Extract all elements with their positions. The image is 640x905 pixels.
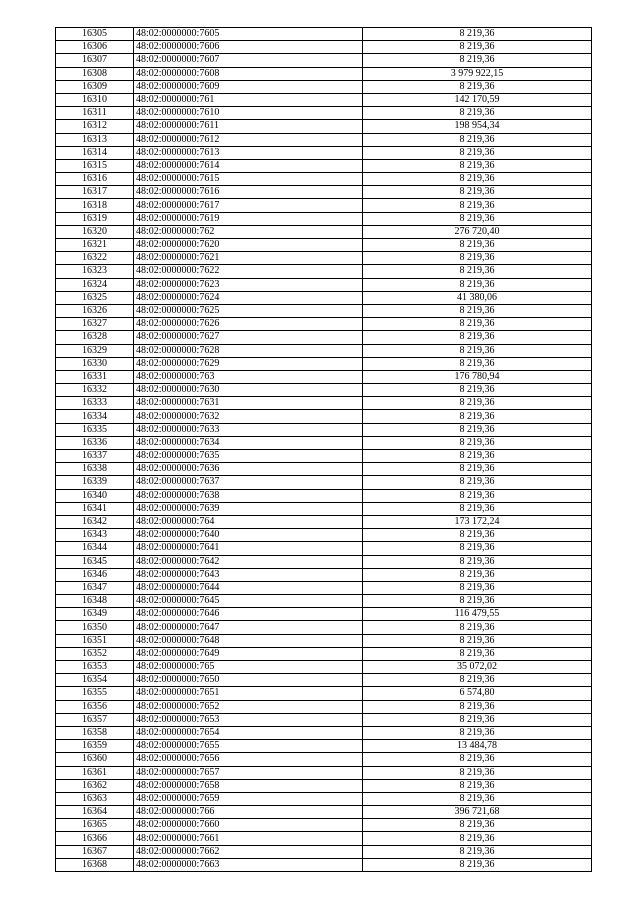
row-number-cell: 16366 xyxy=(56,832,134,845)
table-row xyxy=(56,647,592,660)
table-row xyxy=(56,199,592,212)
cadastral-number-cell: 48:02:0000000:7657 xyxy=(134,766,363,779)
cadastral-number-cell: 48:02:0000000:765 xyxy=(134,661,363,674)
cadastral-number-cell: 48:02:0000000:7639 xyxy=(134,502,363,515)
value-cell: 8 219,36 xyxy=(363,331,592,344)
cadastral-number-cell: 48:02:0000000:7629 xyxy=(134,357,363,370)
table-row xyxy=(56,67,592,80)
row-number-cell: 16314 xyxy=(56,146,134,159)
row-number-cell: 16311 xyxy=(56,107,134,120)
cadastral-number-cell: 48:02:0000000:7636 xyxy=(134,463,363,476)
row-number-cell: 16365 xyxy=(56,819,134,832)
cadastral-number-cell: 48:02:0000000:7650 xyxy=(134,674,363,687)
value-cell: 8 219,36 xyxy=(363,199,592,212)
row-number-cell: 16327 xyxy=(56,318,134,331)
cadastral-number-cell: 48:02:0000000:763 xyxy=(134,370,363,383)
row-number-cell: 16357 xyxy=(56,713,134,726)
table-row xyxy=(56,502,592,515)
row-number-cell: 16338 xyxy=(56,463,134,476)
value-cell: 8 219,36 xyxy=(363,634,592,647)
cadastral-number-cell: 48:02:0000000:7616 xyxy=(134,186,363,199)
value-cell: 8 219,36 xyxy=(363,713,592,726)
table-row xyxy=(56,463,592,476)
table-row xyxy=(56,28,592,41)
row-number-cell: 16353 xyxy=(56,661,134,674)
row-number-cell: 16330 xyxy=(56,357,134,370)
value-cell: 8 219,36 xyxy=(363,529,592,542)
cadastral-number-cell: 48:02:0000000:764 xyxy=(134,515,363,528)
cadastral-number-cell: 48:02:0000000:7622 xyxy=(134,265,363,278)
table-row xyxy=(56,476,592,489)
table-row xyxy=(56,832,592,845)
table-row xyxy=(56,608,592,621)
cadastral-number-cell: 48:02:0000000:7626 xyxy=(134,318,363,331)
table-row xyxy=(56,555,592,568)
table-row xyxy=(56,713,592,726)
row-number-cell: 16345 xyxy=(56,555,134,568)
cadastral-number-cell: 48:02:0000000:7663 xyxy=(134,858,363,871)
table-row xyxy=(56,515,592,528)
cadastral-number-cell: 48:02:0000000:7648 xyxy=(134,634,363,647)
row-number-cell: 16342 xyxy=(56,515,134,528)
value-cell: 8 219,36 xyxy=(363,450,592,463)
cadastral-number-cell: 48:02:0000000:7628 xyxy=(134,344,363,357)
row-number-cell: 16325 xyxy=(56,291,134,304)
value-cell: 8 219,36 xyxy=(363,463,592,476)
table-row xyxy=(56,595,592,608)
table-row xyxy=(56,225,592,238)
row-number-cell: 16362 xyxy=(56,779,134,792)
row-number-cell: 16326 xyxy=(56,304,134,317)
value-cell: 8 219,36 xyxy=(363,212,592,225)
row-number-cell: 16364 xyxy=(56,806,134,819)
table-row xyxy=(56,212,592,225)
row-number-cell: 16355 xyxy=(56,687,134,700)
row-number-cell: 16305 xyxy=(56,28,134,41)
value-cell: 8 219,36 xyxy=(363,568,592,581)
value-cell: 8 219,36 xyxy=(363,595,592,608)
row-number-cell: 16351 xyxy=(56,634,134,647)
row-number-cell: 16310 xyxy=(56,93,134,106)
row-number-cell: 16358 xyxy=(56,726,134,739)
row-number-cell: 16340 xyxy=(56,489,134,502)
cadastral-number-cell: 48:02:0000000:7614 xyxy=(134,159,363,172)
cadastral-number-cell: 48:02:0000000:7606 xyxy=(134,41,363,54)
row-number-cell: 16322 xyxy=(56,252,134,265)
cadastral-number-cell: 48:02:0000000:7652 xyxy=(134,700,363,713)
cadastral-number-cell: 48:02:0000000:7649 xyxy=(134,647,363,660)
row-number-cell: 16367 xyxy=(56,845,134,858)
value-cell: 8 219,36 xyxy=(363,54,592,67)
value-cell: 396 721,68 xyxy=(363,806,592,819)
row-number-cell: 16324 xyxy=(56,278,134,291)
table-row xyxy=(56,239,592,252)
cadastral-number-cell: 48:02:0000000:7624 xyxy=(134,291,363,304)
value-cell: 8 219,36 xyxy=(363,674,592,687)
cadastral-number-cell: 48:02:0000000:7632 xyxy=(134,410,363,423)
cadastral-number-cell: 48:02:0000000:7645 xyxy=(134,595,363,608)
value-cell: 8 219,36 xyxy=(363,80,592,93)
value-cell: 8 219,36 xyxy=(363,278,592,291)
cadastral-number-cell: 48:02:0000000:7611 xyxy=(134,120,363,133)
value-cell: 41 380,06 xyxy=(363,291,592,304)
value-cell: 8 219,36 xyxy=(363,502,592,515)
cadastral-number-cell: 48:02:0000000:7610 xyxy=(134,107,363,120)
value-cell: 173 172,24 xyxy=(363,515,592,528)
cadastral-number-cell: 48:02:0000000:7625 xyxy=(134,304,363,317)
value-cell: 8 219,36 xyxy=(363,410,592,423)
row-number-cell: 16363 xyxy=(56,792,134,805)
table-row xyxy=(56,159,592,172)
table-row xyxy=(56,278,592,291)
value-cell: 8 219,36 xyxy=(363,133,592,146)
row-number-cell: 16333 xyxy=(56,397,134,410)
table-row xyxy=(56,858,592,871)
row-number-cell: 16320 xyxy=(56,225,134,238)
cadastral-number-cell: 48:02:0000000:761 xyxy=(134,93,363,106)
value-cell: 176 780,94 xyxy=(363,370,592,383)
table-row xyxy=(56,186,592,199)
cadastral-number-cell: 48:02:0000000:7620 xyxy=(134,239,363,252)
table-row xyxy=(56,252,592,265)
value-cell: 8 219,36 xyxy=(363,542,592,555)
row-number-cell: 16360 xyxy=(56,753,134,766)
table-row xyxy=(56,318,592,331)
table-row xyxy=(56,265,592,278)
table-row xyxy=(56,80,592,93)
cadastral-number-cell: 48:02:0000000:7646 xyxy=(134,608,363,621)
table-row xyxy=(56,41,592,54)
table-row xyxy=(56,568,592,581)
table-row xyxy=(56,410,592,423)
cadastral-number-cell: 48:02:0000000:7633 xyxy=(134,423,363,436)
table-row xyxy=(56,436,592,449)
row-number-cell: 16335 xyxy=(56,423,134,436)
value-cell: 8 219,36 xyxy=(363,476,592,489)
cadastral-number-cell: 48:02:0000000:7651 xyxy=(134,687,363,700)
value-cell: 198 954,34 xyxy=(363,120,592,133)
table-row xyxy=(56,792,592,805)
row-number-cell: 16313 xyxy=(56,133,134,146)
cadastral-number-cell: 48:02:0000000:7653 xyxy=(134,713,363,726)
cadastral-number-cell: 48:02:0000000:7631 xyxy=(134,397,363,410)
value-cell: 8 219,36 xyxy=(363,766,592,779)
value-cell: 8 219,36 xyxy=(363,397,592,410)
value-cell: 8 219,36 xyxy=(363,436,592,449)
row-number-cell: 16356 xyxy=(56,700,134,713)
row-number-cell: 16346 xyxy=(56,568,134,581)
cadastral-number-cell: 48:02:0000000:7644 xyxy=(134,581,363,594)
value-cell: 8 219,36 xyxy=(363,647,592,660)
value-cell: 8 219,36 xyxy=(363,252,592,265)
value-cell: 8 219,36 xyxy=(363,146,592,159)
cadastral-number-cell: 48:02:0000000:7609 xyxy=(134,80,363,93)
value-cell: 8 219,36 xyxy=(363,239,592,252)
value-cell: 35 072,02 xyxy=(363,661,592,674)
row-number-cell: 16359 xyxy=(56,740,134,753)
cadastral-number-cell: 48:02:0000000:7635 xyxy=(134,450,363,463)
cadastral-number-cell: 48:02:0000000:766 xyxy=(134,806,363,819)
row-number-cell: 16347 xyxy=(56,581,134,594)
value-cell: 8 219,36 xyxy=(363,344,592,357)
row-number-cell: 16321 xyxy=(56,239,134,252)
row-number-cell: 16368 xyxy=(56,858,134,871)
cadastral-number-cell: 48:02:0000000:7619 xyxy=(134,212,363,225)
cadastral-number-cell: 48:02:0000000:7642 xyxy=(134,555,363,568)
row-number-cell: 16352 xyxy=(56,647,134,660)
cadastral-number-cell: 48:02:0000000:7638 xyxy=(134,489,363,502)
value-cell: 8 219,36 xyxy=(363,489,592,502)
table-row xyxy=(56,357,592,370)
row-number-cell: 16306 xyxy=(56,41,134,54)
table-row xyxy=(56,331,592,344)
value-cell: 8 219,36 xyxy=(363,423,592,436)
value-cell: 8 219,36 xyxy=(363,845,592,858)
table-row xyxy=(56,384,592,397)
cadastral-number-cell: 48:02:0000000:7658 xyxy=(134,779,363,792)
table-row xyxy=(56,146,592,159)
row-number-cell: 16336 xyxy=(56,436,134,449)
row-number-cell: 16341 xyxy=(56,502,134,515)
table-row xyxy=(56,779,592,792)
row-number-cell: 16344 xyxy=(56,542,134,555)
table-row xyxy=(56,621,592,634)
row-number-cell: 16334 xyxy=(56,410,134,423)
cadastral-number-cell: 48:02:0000000:7637 xyxy=(134,476,363,489)
cadastral-number-cell: 48:02:0000000:7641 xyxy=(134,542,363,555)
cadastral-number-cell: 48:02:0000000:7655 xyxy=(134,740,363,753)
row-number-cell: 16348 xyxy=(56,595,134,608)
value-cell: 8 219,36 xyxy=(363,858,592,871)
value-cell: 13 484,78 xyxy=(363,740,592,753)
table-row xyxy=(56,726,592,739)
row-number-cell: 16309 xyxy=(56,80,134,93)
value-cell: 8 219,36 xyxy=(363,357,592,370)
table-row xyxy=(56,529,592,542)
table-row xyxy=(56,397,592,410)
value-cell: 8 219,36 xyxy=(363,318,592,331)
row-number-cell: 16319 xyxy=(56,212,134,225)
cadastral-number-cell: 48:02:0000000:7660 xyxy=(134,819,363,832)
cadastral-number-cell: 48:02:0000000:7662 xyxy=(134,845,363,858)
row-number-cell: 16361 xyxy=(56,766,134,779)
value-cell: 8 219,36 xyxy=(363,832,592,845)
cadastral-number-cell: 48:02:0000000:7605 xyxy=(134,28,363,41)
value-cell: 8 219,36 xyxy=(363,726,592,739)
cadastral-number-cell: 48:02:0000000:7612 xyxy=(134,133,363,146)
cadastral-number-cell: 48:02:0000000:7659 xyxy=(134,792,363,805)
row-number-cell: 16339 xyxy=(56,476,134,489)
table-row xyxy=(56,845,592,858)
table-row xyxy=(56,54,592,67)
row-number-cell: 16317 xyxy=(56,186,134,199)
cadastral-number-cell: 48:02:0000000:7627 xyxy=(134,331,363,344)
table-row xyxy=(56,107,592,120)
value-cell: 8 219,36 xyxy=(363,159,592,172)
table-row xyxy=(56,740,592,753)
value-cell: 142 170,59 xyxy=(363,93,592,106)
table-row xyxy=(56,93,592,106)
value-cell: 8 219,36 xyxy=(363,792,592,805)
cadastral-number-cell: 48:02:0000000:7623 xyxy=(134,278,363,291)
cadastral-number-cell: 48:02:0000000:7607 xyxy=(134,54,363,67)
table-row xyxy=(56,581,592,594)
row-number-cell: 16316 xyxy=(56,173,134,186)
row-number-cell: 16318 xyxy=(56,199,134,212)
row-number-cell: 16332 xyxy=(56,384,134,397)
row-number-cell: 16307 xyxy=(56,54,134,67)
value-cell: 8 219,36 xyxy=(363,186,592,199)
row-number-cell: 16343 xyxy=(56,529,134,542)
row-number-cell: 16328 xyxy=(56,331,134,344)
cadastral-number-cell: 48:02:0000000:7643 xyxy=(134,568,363,581)
value-cell: 8 219,36 xyxy=(363,304,592,317)
value-cell: 8 219,36 xyxy=(363,107,592,120)
row-number-cell: 16349 xyxy=(56,608,134,621)
row-number-cell: 16323 xyxy=(56,265,134,278)
table-row xyxy=(56,423,592,436)
value-cell: 8 219,36 xyxy=(363,384,592,397)
table-row xyxy=(56,120,592,133)
cadastral-number-cell: 48:02:0000000:7617 xyxy=(134,199,363,212)
table-row xyxy=(56,687,592,700)
value-cell: 8 219,36 xyxy=(363,700,592,713)
cadastral-number-cell: 48:02:0000000:7608 xyxy=(134,67,363,80)
cadastral-number-cell: 48:02:0000000:7656 xyxy=(134,753,363,766)
table-row xyxy=(56,304,592,317)
cadastral-number-cell: 48:02:0000000:7613 xyxy=(134,146,363,159)
value-cell: 8 219,36 xyxy=(363,41,592,54)
cadastral-number-cell: 48:02:0000000:7640 xyxy=(134,529,363,542)
row-number-cell: 16331 xyxy=(56,370,134,383)
cadastral-value-table xyxy=(55,27,592,872)
table-row xyxy=(56,753,592,766)
table-row xyxy=(56,489,592,502)
table-row xyxy=(56,370,592,383)
row-number-cell: 16337 xyxy=(56,450,134,463)
row-number-cell: 16315 xyxy=(56,159,134,172)
value-cell: 276 720,40 xyxy=(363,225,592,238)
cadastral-number-cell: 48:02:0000000:7661 xyxy=(134,832,363,845)
value-cell: 8 219,36 xyxy=(363,819,592,832)
value-cell: 8 219,36 xyxy=(363,779,592,792)
row-number-cell: 16354 xyxy=(56,674,134,687)
value-cell: 8 219,36 xyxy=(363,753,592,766)
table-row xyxy=(56,291,592,304)
value-cell: 8 219,36 xyxy=(363,621,592,634)
value-cell: 6 574,80 xyxy=(363,687,592,700)
value-cell: 8 219,36 xyxy=(363,173,592,186)
cadastral-number-cell: 48:02:0000000:7647 xyxy=(134,621,363,634)
cadastral-number-cell: 48:02:0000000:7621 xyxy=(134,252,363,265)
table-row xyxy=(56,450,592,463)
value-cell: 8 219,36 xyxy=(363,555,592,568)
table-row xyxy=(56,542,592,555)
table-row xyxy=(56,819,592,832)
row-number-cell: 16329 xyxy=(56,344,134,357)
table-row xyxy=(56,634,592,647)
table-row xyxy=(56,700,592,713)
value-cell: 116 479,55 xyxy=(363,608,592,621)
cadastral-number-cell: 48:02:0000000:7654 xyxy=(134,726,363,739)
table-body xyxy=(56,28,592,872)
table-row xyxy=(56,133,592,146)
row-number-cell: 16308 xyxy=(56,67,134,80)
cadastral-number-cell: 48:02:0000000:762 xyxy=(134,225,363,238)
row-number-cell: 16350 xyxy=(56,621,134,634)
table-row xyxy=(56,766,592,779)
table-row xyxy=(56,674,592,687)
cadastral-number-cell: 48:02:0000000:7630 xyxy=(134,384,363,397)
value-cell: 3 979 922,15 xyxy=(363,67,592,80)
value-cell: 8 219,36 xyxy=(363,28,592,41)
table-row xyxy=(56,173,592,186)
table-row xyxy=(56,661,592,674)
row-number-cell: 16312 xyxy=(56,120,134,133)
cadastral-number-cell: 48:02:0000000:7634 xyxy=(134,436,363,449)
table-row xyxy=(56,806,592,819)
table-row xyxy=(56,344,592,357)
cadastral-number-cell: 48:02:0000000:7615 xyxy=(134,173,363,186)
value-cell: 8 219,36 xyxy=(363,265,592,278)
value-cell: 8 219,36 xyxy=(363,581,592,594)
